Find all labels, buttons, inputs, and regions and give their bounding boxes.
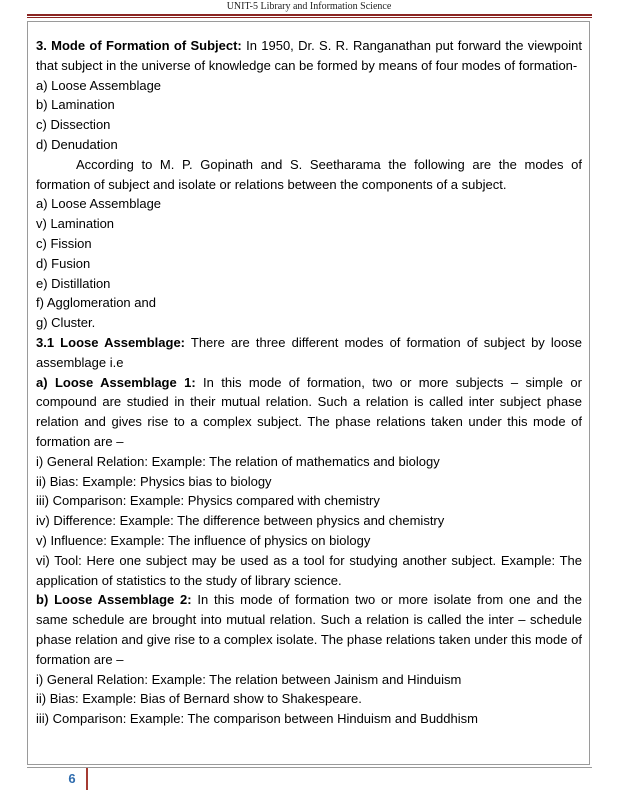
list-item: c) Fission xyxy=(36,235,92,251)
section-3-1-text: There are three different modes of formation of subject by loose assemblage i.e xyxy=(36,334,582,370)
loose-assemblage-2-heading: b) Loose Assemblage 2: xyxy=(36,592,192,608)
header-rule xyxy=(27,14,592,16)
list-item: iv) Difference: Example: The difference between physics and chemistry xyxy=(36,513,445,529)
list-item: g) Cluster. xyxy=(36,315,96,331)
list-item: b) Lamination xyxy=(36,97,115,113)
section-3-1-heading: 3.1 Loose Assemblage: xyxy=(36,334,186,350)
running-header: UNIT-5 Library and Information Science xyxy=(226,1,392,12)
page-body xyxy=(36,36,582,729)
list-item: i) General Relation: Example: The relation between Jainism and Hinduism xyxy=(36,671,462,687)
list-item: e) Distillation xyxy=(36,275,111,291)
loose-assemblage-2-text: In this mode of formation two or more isolate from one and the same schedule are brought into mutual relation. Such a relation is called the inter – schedule phase relation and give rise to a complex isolate. The phase relations taken under this mode of formation are – xyxy=(36,592,582,667)
section-3-heading: 3. Mode of Formation of Subject: xyxy=(36,38,242,53)
list-item: ii) Bias: Example: Bias of Bernard show to Shakespeare. xyxy=(36,691,362,707)
list-item: vi) Tool: Here one subject may be used as a tool for studying another subject. Example: The application of statistics to the study of library science. xyxy=(36,552,582,588)
section-3-intro: In 1950, Dr. S. R. Ranganathan put forward the viewpoint that subject in the universe of knowledge can be formed by means of four modes of formation- xyxy=(36,38,582,73)
list-item: iii) Comparison: Example: Physics compared with chemistry xyxy=(36,493,380,509)
list-item: i) General Relation: Example: The relation of mathematics and biology xyxy=(36,453,440,469)
list-item: v) Lamination xyxy=(36,216,115,232)
header-rule-thin xyxy=(27,17,592,18)
list-item: f) Agglomeration and xyxy=(36,295,156,311)
loose-assemblage-1-paragraph xyxy=(36,373,582,452)
loose-assemblage-1-heading: a) Loose Assemblage 1: xyxy=(36,374,196,390)
list-item: a) Loose Assemblage xyxy=(36,196,162,212)
loose-assemblage-2-paragraph xyxy=(36,590,582,669)
list-item: iii) Comparison: Example: The comparison between Hinduism and Buddhism xyxy=(36,711,478,727)
section-3-paragraph xyxy=(36,36,582,76)
list-item: d) Fusion xyxy=(36,255,91,271)
loose-assemblage-1-text: In this mode of formation, two or more subjects – simple or compound are studied in their mutual relation. Such a relation is called inter subject phase relation and gives rise to a complex subject. The phase relations taken under this mode of formation are – xyxy=(36,374,582,449)
footer-rule xyxy=(27,767,592,768)
list-item: c) Dissection xyxy=(36,117,111,133)
gopinath-paragraph: According to M. P. Gopinath and S. Seetharama the following are the modes of formation of subject and isolate or relations between the components of a subject. xyxy=(36,156,582,192)
page-number: 6 xyxy=(58,768,88,790)
list-item: a) Loose Assemblage xyxy=(36,77,162,93)
list-item: ii) Bias: Example: Physics bias to biology xyxy=(36,473,272,489)
list-item: d) Denudation xyxy=(36,136,118,152)
section-3-1-paragraph xyxy=(36,333,582,373)
list-item: v) Influence: Example: The influence of physics on biology xyxy=(36,532,371,548)
